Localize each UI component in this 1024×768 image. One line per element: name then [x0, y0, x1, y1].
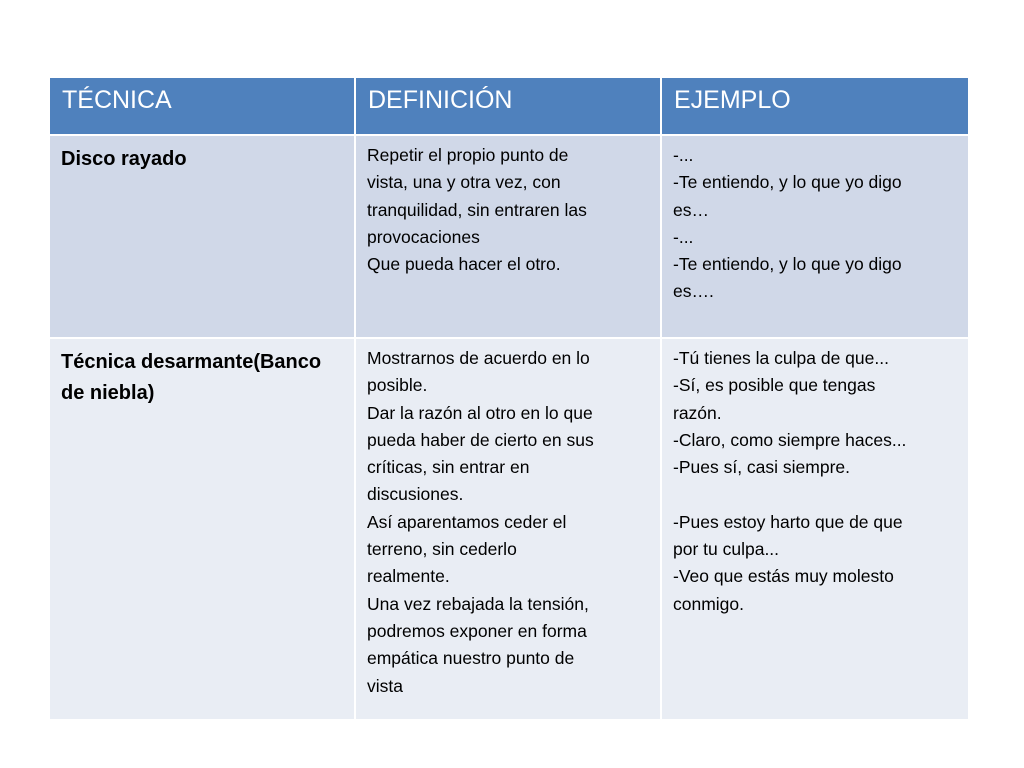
example-line: -Te entiendo, y lo que yo digo	[673, 172, 902, 193]
example-line: -...	[673, 226, 694, 247]
definition-line: Una vez rebajada la tensión,	[367, 593, 589, 614]
definition-line: críticas, sin entrar en	[367, 457, 530, 478]
header-definition: DEFINICIÓN	[355, 77, 661, 135]
example-line: -Claro, como siempre haces...	[673, 429, 907, 450]
header-technique: TÉCNICA	[49, 77, 355, 135]
definition-line: posible.	[367, 375, 428, 396]
example-line: -Pues estoy harto que de que	[673, 511, 903, 532]
example-spacer	[673, 481, 957, 508]
definition-line: provocaciones	[367, 226, 480, 247]
table-header-row	[49, 77, 969, 135]
header-example: EJEMPLO	[661, 77, 969, 135]
example-line: -Tú tienes la culpa de que...	[673, 348, 889, 368]
definition-line: Repetir el propio punto de	[367, 145, 569, 165]
techniques-table	[48, 76, 970, 721]
definition-line: Así aparentamos ceder el	[367, 511, 567, 532]
definition-line: pueda haber de cierto en sus	[367, 429, 594, 450]
example-line: es…	[673, 199, 709, 220]
definition-line: tranquilidad, sin entraren las	[367, 199, 587, 220]
definition-line: terreno, sin cederlo	[367, 539, 517, 560]
example-line: por tu culpa...	[673, 539, 780, 560]
definition-line: vista	[367, 675, 403, 696]
definition-line: discusiones.	[367, 484, 464, 505]
example-line: -Te entiendo, y lo que yo digo	[673, 254, 902, 275]
definition-line: Dar la razón al otro en lo que	[367, 402, 593, 423]
example-line: -Veo que estás muy molesto	[673, 566, 894, 587]
definition-line: empática nuestro punto de	[367, 648, 575, 669]
definition-line: vista, una y otra vez, con	[367, 172, 561, 193]
example-line: -Pues sí, casi siempre.	[673, 457, 850, 478]
definition-line: podremos exponer en forma	[367, 620, 587, 641]
table-row	[49, 135, 969, 338]
definition-cell	[355, 135, 661, 338]
definition-line: realmente.	[367, 566, 450, 587]
example-line: -Sí, es posible que tengas	[673, 375, 876, 396]
technique-name: Disco rayado	[61, 148, 187, 170]
table-row	[49, 338, 969, 720]
definition-line: Que pueda hacer el otro.	[367, 254, 561, 275]
example-line: -...	[673, 145, 694, 165]
definition-line: Mostrarnos de acuerdo en lo	[367, 348, 590, 368]
example-line: razón.	[673, 402, 722, 423]
definition-cell	[355, 338, 661, 720]
example-cell	[661, 338, 969, 720]
example-line: conmigo.	[673, 593, 745, 614]
example-cell	[661, 135, 969, 338]
technique-cell	[49, 338, 355, 720]
technique-cell	[49, 135, 355, 338]
example-line: es….	[673, 281, 714, 302]
technique-name: Técnica desarmante(Banco de niebla)	[61, 351, 322, 404]
